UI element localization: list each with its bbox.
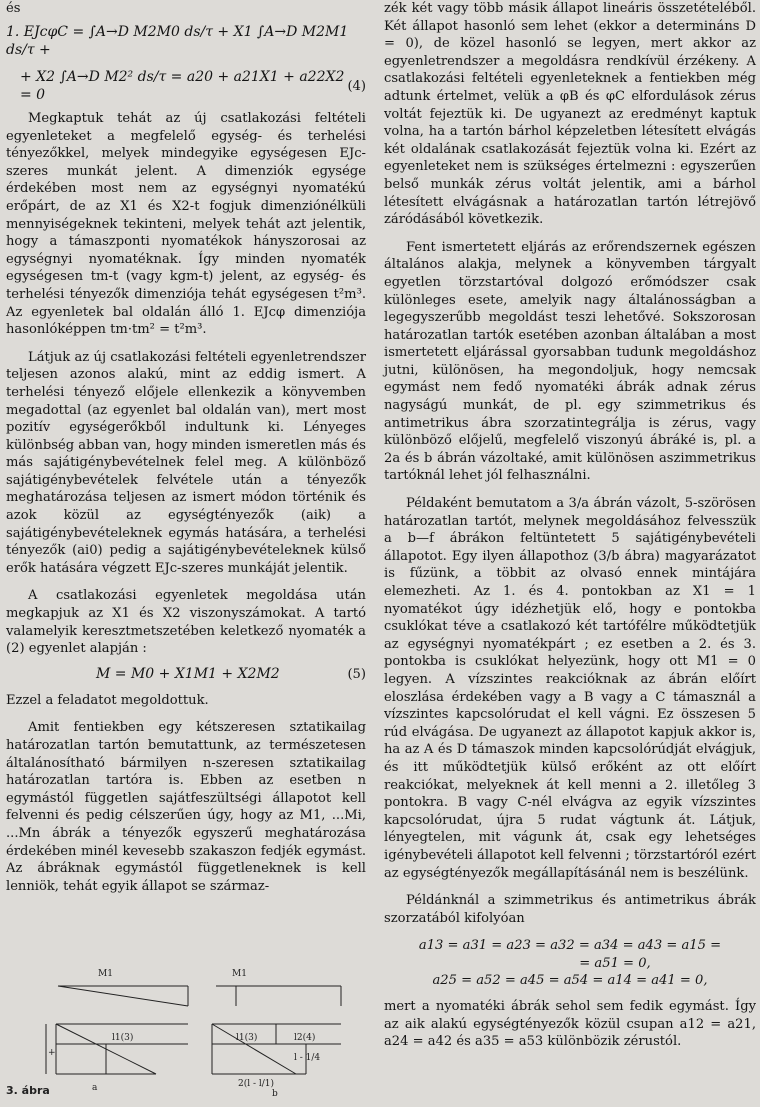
- paragraph-5: Amit fentiekben egy kétszeresen sztatikailag határozatlan tartón bemutattunk, az természetesen általánosítható bármilyen n-szeresen sztatikailag határozatlan tartóra is. Ebben az esetben n egymástól független sajátfeszültségi állapotot kell felvenni és pedig célszerűen úgy, hogy az M1, ...Mi, ...Mn ábrák a tényezők egyszerű meghatározása érdekében minél kevesebb szakaszon fedjék egymást. Az ábráknak egymástól függetleneknek is kell lenniök, tehát egyik állapot se származ-: [6, 720, 366, 894]
- equation-4-first: 1. EJcφC = ∫A→D M2M0 ds/τ + X1 ∫A→D M2M1 ds/τ +: [6, 24, 349, 58]
- label-fraction-b: l - 1/4: [294, 1053, 321, 1063]
- figure-caption: 3. ábra: [6, 1084, 50, 1097]
- label-plus-a: +: [48, 1048, 56, 1058]
- left-column: [6, 0, 366, 895]
- label-l4-b: l2(4): [294, 1033, 316, 1043]
- paragraph-4: Ezzel a feladatot megoldottuk.: [6, 692, 209, 708]
- equation-a-line3: a25 = a52 = a45 = a54 = a14 = a41 = 0,: [432, 973, 708, 989]
- equation-a-line2: = a51 = 0,: [579, 955, 651, 971]
- equation-5: [6, 658, 366, 692]
- paragraph-3: A csatlakozási egyenletek megoldása után megkapjuk az X1 és X2 viszonyszámokat. A tartó valamelyik keresztmetszetében keletkező nyomaték a (2) egyenlet alapján :: [6, 588, 366, 657]
- label-bottom-b: 2(l - l/1): [238, 1079, 275, 1089]
- equation-4-number: (4): [347, 79, 366, 95]
- paragraph-2: Látjuk az új csatlakozási feltételi egyenletrendszer teljesen azonos alakú, mint az eddig ismert. A terhelési tényező előjele ellenkezik a könyvemben megadottal (az egyenlet bal oldalán van), mert most pozitív egységerőkből indultunk ki. Lényeges különbség abban van, hogy minden ismeretlen más és más sajátigénybevételnek felel meg. A különböző sajátigénybevételek felvétele után a tényezők meghatározása teljesen az ismert módon történik és azok közül az egységtényezők (aik) a sajátigénybevételeknek egymás hatására, a terhelési tényezők (ai0) pedig a sajátigénybevételeknek külső erők hatására végzett EJc-szeres munkáját jelentik.: [6, 349, 366, 576]
- label-l3-b: l1(3): [236, 1033, 258, 1043]
- label-b: b: [272, 1089, 278, 1099]
- es-word: és: [6, 1, 21, 16]
- diagram-top-left: [58, 986, 188, 1006]
- equation-5-number: (5): [347, 667, 366, 683]
- right-paragraph-4: Példánknál a szimmetrikus és antimetrikus ábrák szorzatából kifolyóan: [384, 893, 756, 926]
- paragraph-1: Megkaptuk tehát az új csatlakozási feltételi egyenleteket a megfelelő egység- és terhelési tényezőkkel, melyek mindegyike egységesen EJc-szeres munkát jelent. A dimenziók egysége érdekében most nem az egységnyi nyomatékú erőpárt, de az X1 és X2-t fogjuk dimenziónélküli mennyiségeknek tekinteni, melyek tehát azt jelentik, hogy a támaszponti nyomatékok hányszorosai az egységnyi nyomatéknak. Így minden nyomaték egységesen tm-t (vagy kgm-t) jelent, az egység- és terhelési tényezők dimenziója tehát egységesen t²m³. Az egyenletek bal oldalán álló 1. EJcφ dimenziója hasonlóképpen tm·tm² = t²m³.: [6, 111, 366, 338]
- equation-5-body: M = M0 + X1M1 + X2M2: [96, 666, 280, 683]
- right-column: [384, 0, 756, 1051]
- equation-4-line1: [6, 20, 366, 64]
- right-paragraph-5: mert a nyomatéki ábrák sehol sem fedik egymást. Így az aik alakú egységtényezők közül csupan a12 = a21, a24 = a42 és a35 = a53 különbözik zérustól.: [384, 999, 756, 1050]
- equation-4-line2: [6, 64, 366, 110]
- diagram-b: [212, 1024, 341, 1074]
- right-paragraph-2: Fent ismertetett eljárás az erőrendszernek egészen általános alakja, melynek a könyvemben tárgyalt egyetlen törzstartóval dolgozó erőmódszer csak különleges esete, amelyik nagy általánosságban a legegyszerűbb megoldást teszi lehetővé. Sokszorosan határozatlan tartók esetében azonban általában a most ismertetett eljárással gyorsabban tudunk megoldáshoz jutni, különösen, ha megondoljuk, hogy nemcsak egymást nem fedő nyomatéki ábrák adnak zérus nagyságú munkát, de pl. egy szimmetrikus és antimetrikus ábra szorzatintegrálja is zérus, vagy különböző előjelű, megfelelő viszonyú ábráké is, pl. a 2a és b ábrán vázoltaké, amit különösen aszimmetrikus tartóknál lehet jól felhasználni.: [384, 239, 756, 484]
- right-paragraph-1: zék két vagy több másik állapot lineáris összetételéből. Két állapot hasonló sem lehet (ekkor a determináns D = 0), de közel hasonló se legyen, mert akkor az egyenletrendszer a megoldásra rendkívül érzékeny. A csatlakozási feltételi egyenleteknek a fentiekben még adtunk értelmet, velük a φB és φC elfordulások zérus voltát fejeztük ki. De ugyanezt az eredményt kaptuk volna, ha a tartón bárhol képzeletben létesített elvágás két oldalának csatlakozását fejeztük volna ki. Ezért az egyenleteket nem is szükséges értelmezni : egyszerűen belső munkák zérus voltát jelentik, ami a bárhol létesített elvágásnak a határozatlan tartón létrejövő záródásából következik.: [384, 1, 756, 228]
- figure-3: [6, 962, 346, 1102]
- label-m1-left: M1: [98, 969, 113, 979]
- diagram-a: [46, 1024, 188, 1074]
- right-paragraph-3: Példaként bemutatom a 3/a ábrán vázolt, 5-szörösen határozatlan tartót, melynek megoldásához felvesszük a b—f ábrákon feltüntetett 5 sajátigénybevételi állapotot. Egy ilyen állapothoz (3/b ábra) magyarázatot is fűzünk, a többit az olvasó ennek mintájára elemezheti. Az 1. és 4. pontokban az X1 = 1 nyomatékot úgy idézhetjük elő, hogy e pontokba csuklókat téve a csatlakozó két tartófélre működtetjük az egységnyi nyomatékpárt ; ez esetben a 2. és 3. pontokba is csuklókat helyezünk, hogy ott M1 = 0 legyen. A vízszintes reakcióknak az ábrán előírt eloszlása érdekében vagy a B vagy a C támasznál a vízszintes kapcsolórudat el kell vágni. Ez összesen 5 rúd elvágása. De ugyanezt az állapotot kapjuk akkor is, ha az A és D támaszok minden kapcsolórúdját elvágjuk, és itt működtetjük külső erőként az ott előírt reakciókat, melyeknek át kell menni a 2. illetőleg 3 pontokra. B vagy C-nél elvágva az egyik vízszintes kapcsolórudat, újra 5 rudat vágtunk át. Látjuk, lényegtelen, mit vágunk át, csak egy lehetséges igénybevételi állapotot kell felvenni ; törzstartóról ezért az egységtényezők megállapításánál nem is beszélünk.: [384, 496, 756, 881]
- diagram-top-right: [216, 986, 341, 1006]
- label-a: a: [92, 1083, 98, 1093]
- label-l1-a: l1(3): [112, 1033, 134, 1043]
- equation-4-second: + X2 ∫A→D M2² ds/τ = a20 + a21X1 + a22X2 = 0: [20, 69, 345, 103]
- label-m1-right: M1: [232, 969, 247, 979]
- equation-a-line1: a13 = a31 = a23 = a32 = a34 = a43 = a15 =: [418, 938, 722, 954]
